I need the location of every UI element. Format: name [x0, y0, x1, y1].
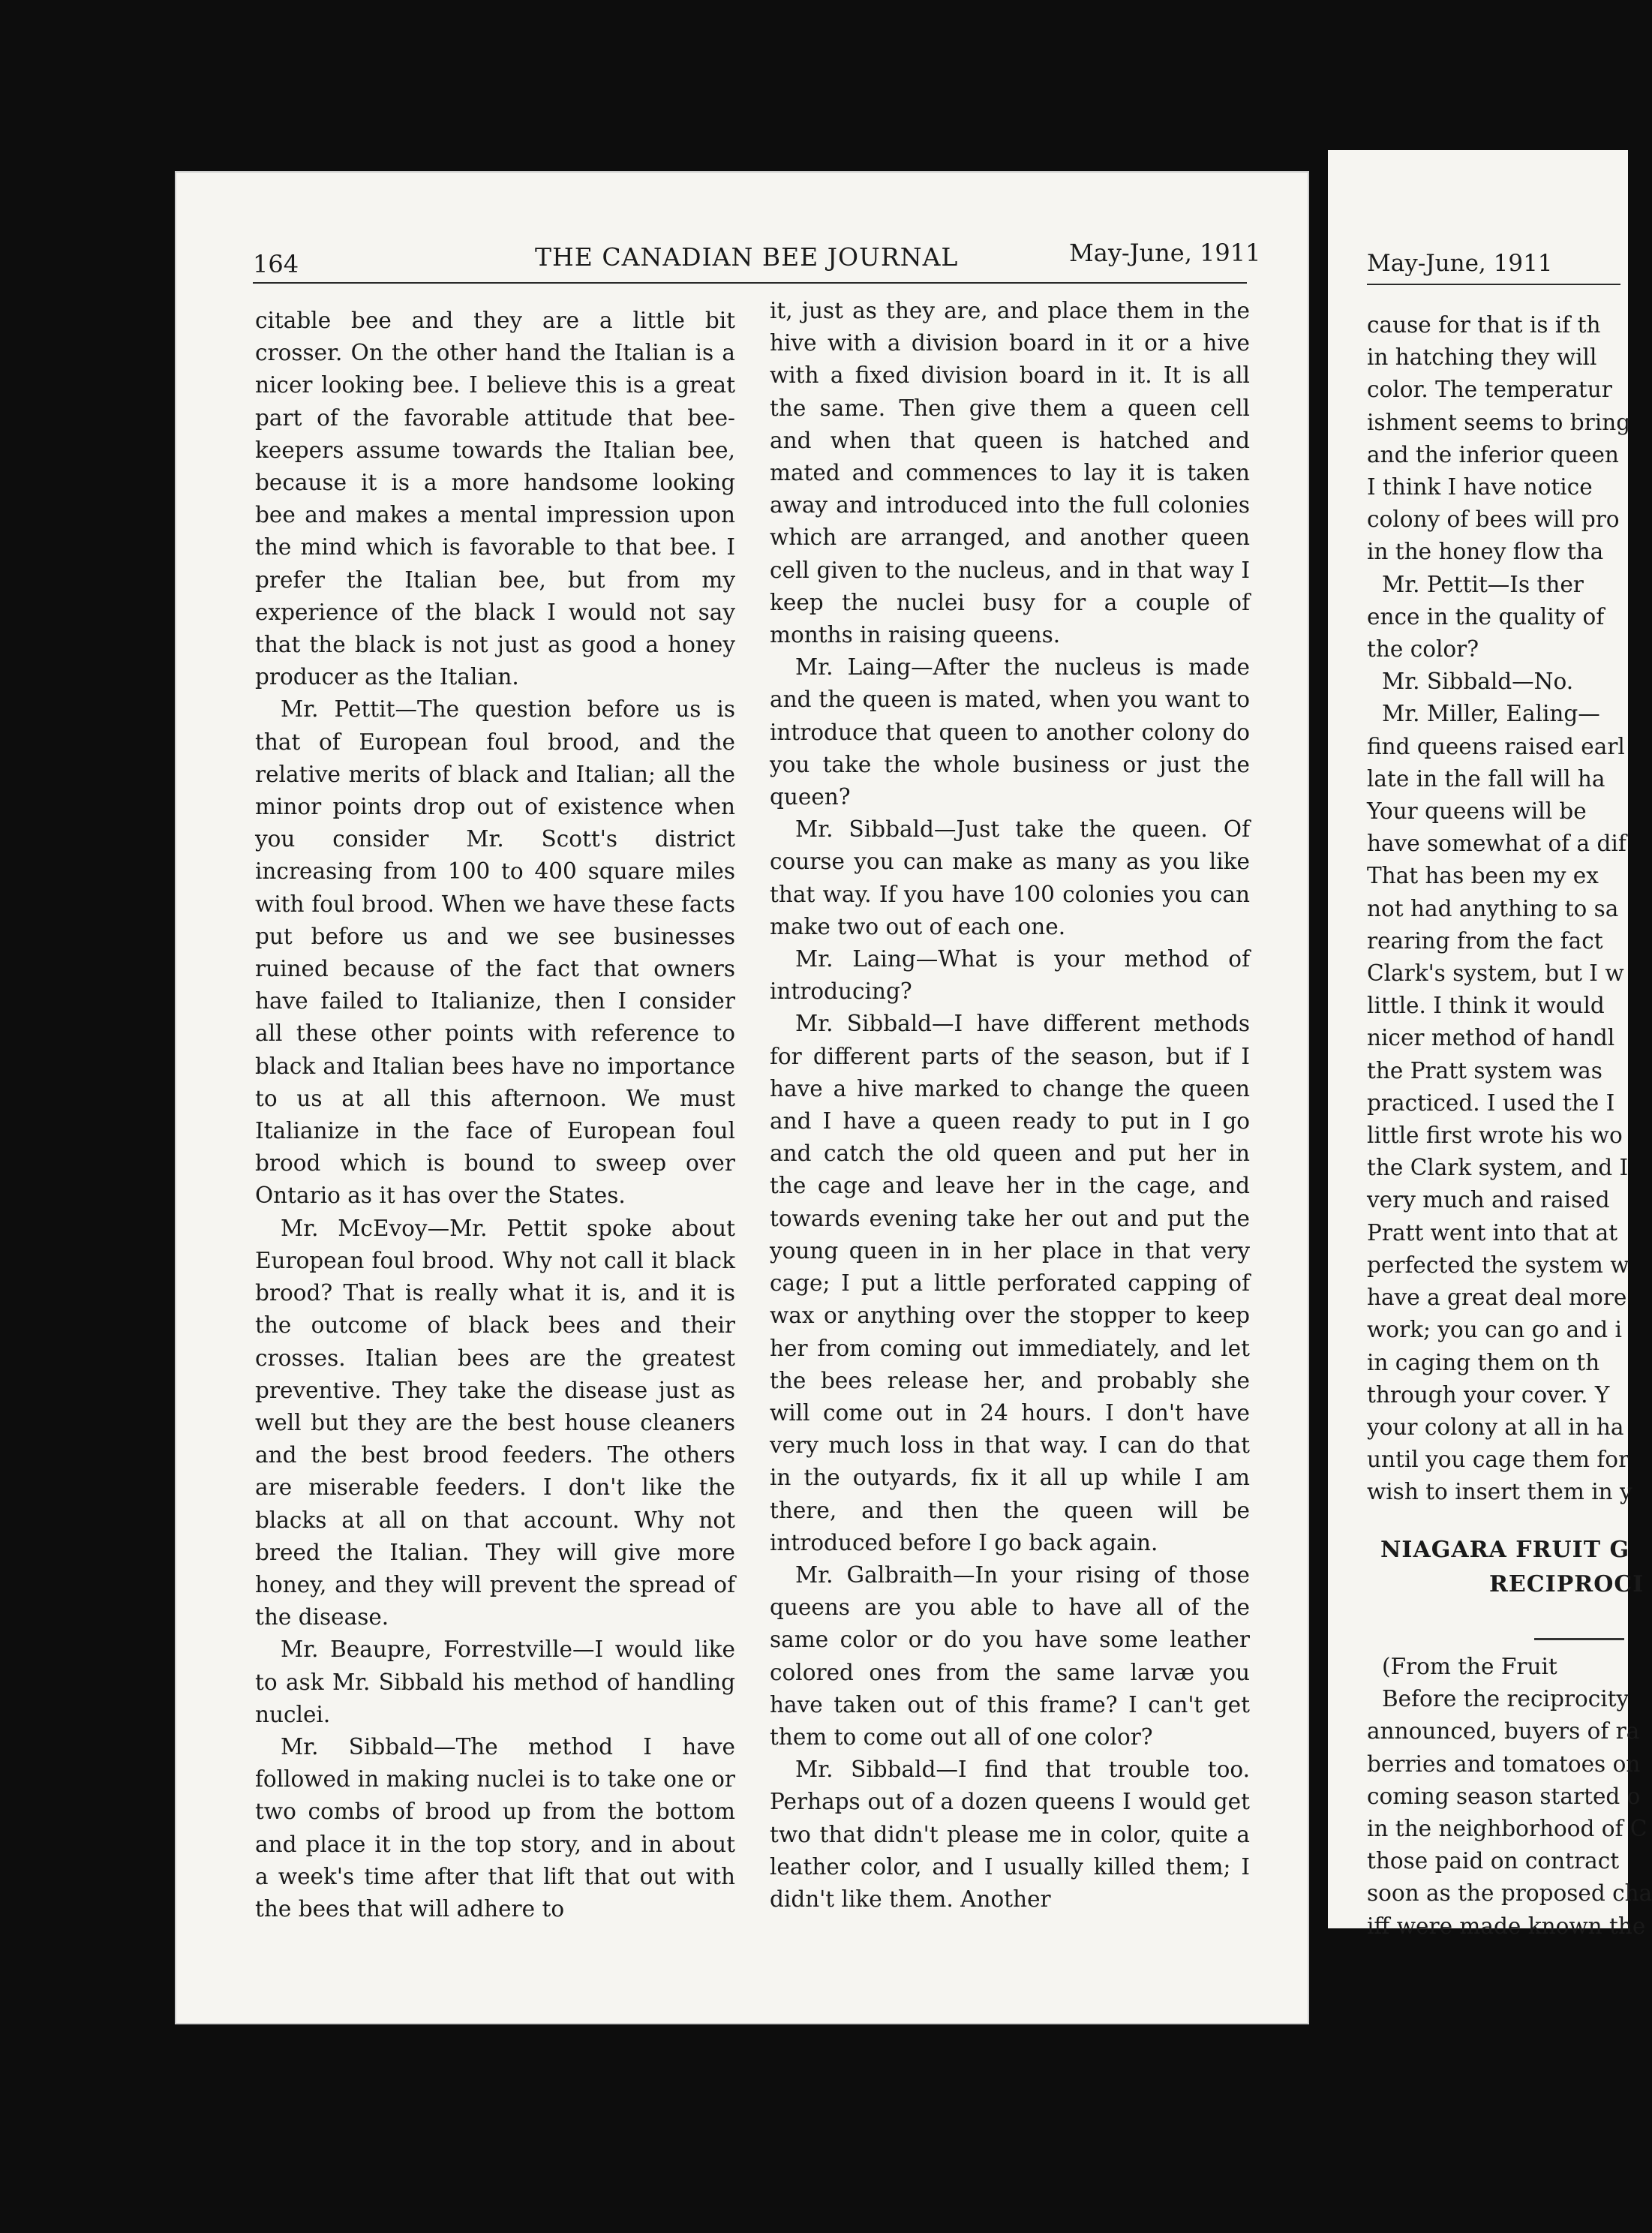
text-line: have somewhat of a dif: [1367, 831, 1626, 857]
issue-date: May-June, 1911: [1069, 239, 1261, 267]
text-line: in the honey flow tha: [1367, 539, 1604, 565]
heading-rule: [1534, 1638, 1624, 1640]
right-column: [1367, 309, 1637, 1509]
text-line: color. The temperatur: [1367, 377, 1612, 403]
paragraph: Mr. Laing—What is your method of introducing?: [770, 946, 1250, 1005]
text-line: nicer method of handl: [1367, 1025, 1615, 1051]
column-1: [255, 305, 735, 1925]
paragraph: Mr. Sibbald—Just take the queen. Of course you can make as many as you like that way. If you have 100 colonies you can make two out of each one.: [770, 816, 1250, 939]
text-line: (From the Fruit: [1382, 1654, 1557, 1679]
text-line: I think I have notice: [1367, 474, 1593, 500]
text-line: the color?: [1367, 636, 1479, 663]
text-line: very much and raised: [1367, 1187, 1610, 1213]
right-column-lower: [1367, 1651, 1652, 1943]
page-number: 164: [253, 250, 299, 278]
text-line: iff were made known the: [1367, 1913, 1646, 1939]
text-line: Mr. Pettit—Is ther: [1382, 571, 1584, 597]
text-line: your colony at all in ha: [1367, 1414, 1624, 1440]
section-heading: NIAGARA FRUIT G: [1380, 1537, 1630, 1563]
text-line: Mr. Sibbald—No.: [1382, 669, 1574, 695]
text-line: colony of bees will pro: [1367, 506, 1620, 533]
paragraph: Mr. Sibbald—I have different methods for different parts of the season, but if I have a hive marked to change the queen and I have a queen ready to put in I go and catch the old queen and put her in the cage and leave her in the cage, and towards evening take her out and put the young queen in in her place in that very cage; I put a little perforated capping of wax or anything over the stopper to keep her from coming out immediately, and let the bees release her, and probably she will come out in 24 hours. I don't have very much loss in that way. I can do that in the outyards, fix it all up while I am there, and then the queen will be introduced before I go back again.: [770, 1011, 1250, 1555]
text-line: rearing from the fact: [1367, 927, 1603, 954]
paragraph: Mr. Galbraith—In your rising of those queens are you able to have all of the same color or do you have some leather colored ones from the same larvæ you have taken out of this frame? I can't get them to come out all of one color?: [770, 1561, 1250, 1750]
text-line: Pratt went into that at: [1367, 1219, 1618, 1246]
text-line: soon as the proposed cha: [1367, 1880, 1652, 1907]
text-line: Mr. Miller, Ealing—: [1382, 701, 1600, 727]
text-line: not had anything to sa: [1367, 895, 1619, 921]
text-line: ence in the quality of: [1367, 603, 1605, 630]
text-line: cause for that is if th: [1367, 312, 1601, 338]
paragraph: Mr. Laing—After the nucleus is made and the queen is mated, when you want to introduce that queen to another colony do you take the whole business or just the queen?: [770, 654, 1250, 810]
text-line: in caging them on th: [1367, 1349, 1600, 1375]
text-line: find queens raised earl: [1367, 733, 1625, 759]
text-line: Your queens will be: [1367, 798, 1587, 825]
paragraph: Mr. Sibbald—The method I have followed in making nuclei is to take one or two combs of brood up from the bottom and place it in the top story, and in about a week's time after that lift that out with the bees that will adhere to: [255, 1733, 735, 1922]
text-line: and the inferior queen: [1367, 441, 1619, 467]
text-line: coming season started o: [1367, 1783, 1641, 1809]
text-line: work; you can go and i: [1367, 1317, 1622, 1343]
paragraph: Mr. Beaupre, Forrestville—I would like to ask Mr. Sibbald his method of handling nuclei.: [255, 1636, 735, 1727]
right-issue-date: May-June, 1911: [1367, 250, 1553, 277]
paragraph: Mr. Pettit—The question before us is that of European foul brood, and the relative merits of black and Italian; all the minor points drop out of existence when you consider Mr. Scott's district increasing from 100 to 400 square miles with foul brood. When we have these facts put before us and we see businesses ruined because of the fact that owners have failed to Italianize, then I consider all these other points with reference to black and Italian bees have no importance to us at all this afternoon. We must Italianize in the face of European foul brood which is bound to sweep over Ontario as it has over the States.: [255, 696, 735, 1209]
text-line: the Pratt system was: [1367, 1057, 1602, 1083]
text-line: the Clark system, and I: [1367, 1155, 1629, 1181]
text-line: Before the reciprocity: [1382, 1686, 1629, 1712]
text-line: Clark's system, but I w: [1367, 960, 1624, 987]
journal-title: THE CANADIAN BEE JOURNAL: [535, 242, 959, 272]
column-2: [770, 295, 1250, 1916]
header-rule: [253, 282, 1247, 284]
text-line: in hatching they will: [1367, 344, 1597, 371]
text-line: late in the fall will ha: [1367, 765, 1605, 792]
paragraph: citable bee and they are a little bit crosser. On the other hand the Italian is a nicer looking bee. I believe this is a great part of the favorable attitude that bee-keepers assume towards the Italian bee, because it is a more handsome looking bee and makes a mental impression upon the mind which is favorable to that bee. I prefer the Italian bee, but from my experience of the black I would not say that the black is not just as good a honey producer as the Italian.: [255, 308, 735, 690]
text-line: That has been my ex: [1367, 863, 1599, 889]
text-line: until you cage them for: [1367, 1447, 1629, 1473]
paragraph: Mr. Sibbald—I find that trouble too. Perhaps out of a dozen queens I would get two that didn't please me in color, quite a leather color, and I usually killed them; I didn't like them. Another: [770, 1757, 1250, 1912]
text-line: wish to insert them in y: [1367, 1479, 1632, 1505]
text-line: berries and tomatoes on: [1367, 1751, 1641, 1777]
text-line: in the neighborhood of C: [1367, 1816, 1647, 1842]
right-header-rule: [1367, 284, 1620, 285]
section-heading: RECIPROCI: [1489, 1571, 1644, 1597]
text-line: those paid on contract: [1367, 1848, 1620, 1874]
paragraph: it, just as they are, and place them in the hive with a division board in it or a hive with a fixed division board in it. It is all the same. Then give them a queen cell and when that queen is hatched and mated and commences to lay it is taken away and introduced into the full colonies which are arranged, and another queen cell given to the nucleus, and in that way I keep the nuclei busy for a couple of months in raising queens.: [770, 298, 1250, 648]
text-line: little first wrote his wo: [1367, 1123, 1623, 1149]
text-line: practiced. I used the I: [1367, 1089, 1615, 1116]
text-line: little. I think it would: [1367, 993, 1605, 1019]
text-line: perfected the system w: [1367, 1252, 1629, 1278]
text-line: have a great deal more: [1367, 1285, 1627, 1311]
text-line: ishment seems to bring: [1367, 409, 1631, 435]
text-line: through your cover. Y: [1367, 1381, 1610, 1408]
paragraph: Mr. McEvoy—Mr. Pettit spoke about European foul brood. Why not call it black brood? That is really what it is, and it is the outcome of black bees and their crosses. Italian bees are the greatest preventive. They take the disease just as well but they are the best house cleaners and the best brood feeders. The others are miserable feeders. I don't like the blacks at all on that account. Why not breed the Italian. They will give more honey, and they will prevent the spread of the disease.: [255, 1215, 735, 1630]
text-line: announced, buyers of ra: [1367, 1718, 1640, 1745]
